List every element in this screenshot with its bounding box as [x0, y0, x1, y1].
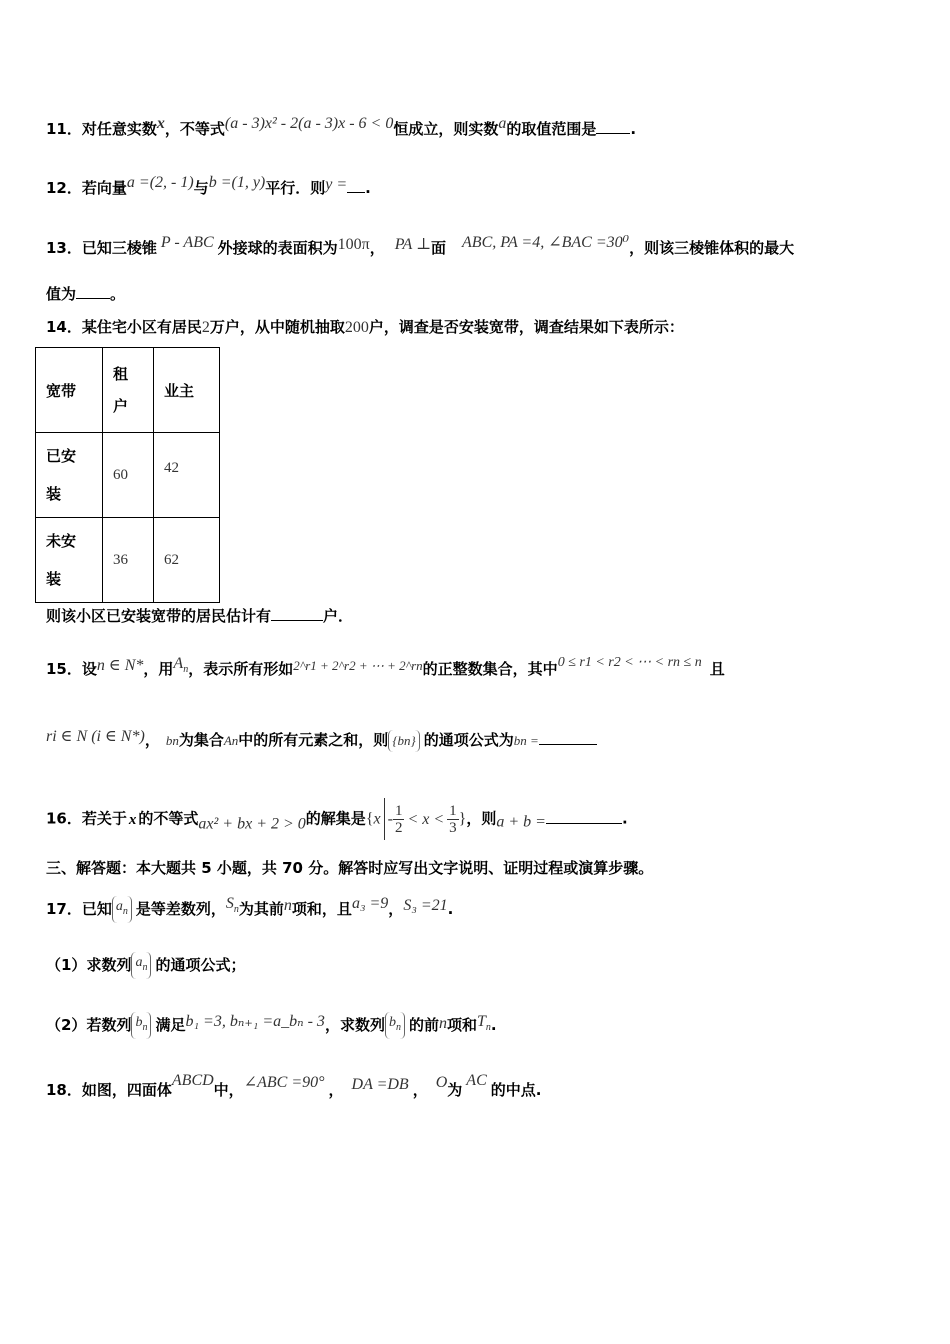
q18-number: 18．	[46, 1081, 82, 1099]
q17-part2-seq-b-2	[385, 1012, 405, 1039]
table-cell-not-installed-tenant: 36	[103, 518, 154, 603]
survey-table	[35, 347, 220, 603]
table-row-not-installed-label	[36, 518, 103, 603]
q18-text: ，	[412, 1081, 428, 1099]
q14-text: 万户，从中随机抽取	[209, 318, 345, 336]
q15-r-in-N: ri ∈ N (i ∈ N*)	[46, 728, 145, 745]
q17-S3: S₃ =21	[403, 897, 448, 914]
q13-perp: PA ⊥	[394, 236, 431, 253]
q13-answer-blank[interactable]	[76, 283, 110, 299]
q16-set-bar	[384, 798, 385, 840]
q16-f2-den: 3	[449, 819, 457, 836]
q18-text: ，	[328, 1081, 344, 1099]
q17-text: 项和，且	[291, 900, 352, 918]
q15-sum-form: 2^r1 + 2^r2 + ⋯ + 2^rn	[293, 658, 423, 673]
q11-text: 的取值范围是	[506, 120, 597, 138]
section-3-heading: 三、解答题：本大题共 5 小题，共 70 分。解答时应写出文字说明、证明过程或演算步骤。	[46, 859, 654, 877]
table-header-broadband: 宽带	[36, 348, 103, 433]
q17-text: ，	[388, 900, 404, 918]
q16-text: 的解集是	[305, 809, 366, 828]
q17-a: a	[115, 899, 123, 914]
q16-text: 的不等式	[138, 809, 199, 828]
q15-text: ，表示所有形如	[188, 660, 294, 678]
q17-p2-b2-sub: n	[395, 1022, 401, 1033]
table-cell-installed-tenant: 60	[103, 433, 154, 518]
q15-number: 15．	[46, 660, 82, 678]
q16-text: ，则	[466, 809, 497, 828]
q12-text: 与	[193, 179, 209, 197]
q16-set-x: x	[373, 810, 381, 828]
q17-S-n	[225, 895, 239, 915]
table-row-installed-label	[36, 433, 103, 518]
q17-part1-seq-a	[131, 952, 151, 979]
q17-text: 已知	[81, 900, 112, 918]
q17-number: 17．	[46, 900, 82, 918]
q15-text: 且	[709, 660, 725, 678]
q17-T: T	[476, 1013, 486, 1030]
q17-text: 求数列	[86, 956, 132, 974]
question-13-cont	[46, 283, 125, 305]
q15-text: 为集合	[178, 731, 224, 749]
q14-text: 户．	[323, 607, 354, 625]
question-14	[46, 316, 684, 339]
question-17	[46, 893, 453, 923]
q18-O: O	[435, 1074, 448, 1091]
q13-period: 。	[110, 285, 126, 303]
q12-vector-a: a =(2, - 1)	[126, 174, 194, 191]
q17-p2-b: b	[135, 1015, 143, 1030]
question-17-part-1	[46, 952, 245, 979]
q16-x: x	[128, 811, 137, 828]
q15-bn-eq: bn =	[513, 733, 539, 748]
question-14-answer	[46, 605, 353, 627]
q16-lbrace: {	[365, 810, 374, 828]
q11-number: 11．	[46, 120, 82, 138]
q17-period: .	[447, 900, 454, 918]
q17-p2-n: n	[438, 1015, 447, 1032]
q14-answer-blank[interactable]	[271, 605, 323, 621]
q17-p2-period: .	[490, 1016, 497, 1034]
question-18	[46, 1070, 541, 1101]
q17-p2-b2: b	[388, 1015, 396, 1030]
q18-text: 中，	[213, 1081, 244, 1099]
q16-mid: < x <	[407, 810, 445, 828]
q16-answer-blank[interactable]	[546, 808, 622, 824]
q16-fraction-2	[447, 803, 459, 836]
q15-text: ，	[144, 731, 160, 749]
q11-text: 恒成立，则实数	[393, 120, 499, 138]
q17-a-sub: n	[122, 906, 128, 917]
q16-f2-num: 1	[449, 802, 457, 819]
q17-part1-label: （1）	[46, 956, 87, 974]
q16-period: .	[621, 809, 628, 828]
q15-A-sub: n	[183, 664, 189, 675]
q17-a3: a₃ =9	[351, 895, 389, 912]
q17-p1-a-sub: n	[142, 962, 148, 973]
q18-tetrahedron: ABCD	[171, 1072, 214, 1089]
q15-n-in-N: n ∈ N*	[96, 657, 144, 674]
table-header-tenant	[103, 348, 154, 433]
q13-area: 100π	[337, 236, 370, 253]
q18-DA-DB: DA =DB	[351, 1076, 409, 1093]
q17-part2-seq-b	[131, 1012, 151, 1039]
q17-recurrence: b₁ =3, bₙ₊₁ =a_bₙ - 3	[185, 1013, 325, 1030]
q13-text: 已知三棱锥	[81, 239, 157, 257]
q17-n: n	[283, 897, 292, 914]
q17-text: 为其前	[238, 900, 284, 918]
q17-p2-b-sub: n	[142, 1022, 148, 1033]
q11-answer-blank[interactable]	[596, 118, 630, 134]
question-13	[46, 232, 794, 259]
q16-minus: -	[387, 810, 393, 828]
q14-households: 2	[201, 319, 210, 336]
q14-sample: 200	[344, 319, 369, 336]
question-16	[46, 798, 628, 840]
q12-y: y =	[325, 176, 348, 193]
q13-text: ，	[369, 239, 385, 257]
q17-text: 是等差数列，	[135, 900, 226, 918]
q14-text: 户，调查是否安装宽带，调查结果如下表所示：	[368, 318, 684, 336]
q14-text: 则该小区已安装宽带的居民估计有	[46, 607, 272, 625]
question-12	[46, 172, 371, 199]
q15-seq-b: {bn}	[388, 730, 419, 752]
q15-text: 设	[81, 660, 97, 678]
q15-text: 中的所有元素之和，则	[238, 731, 389, 749]
q13-text: ，则该三棱锥体积的最大	[629, 239, 795, 257]
q15-answer-blank[interactable]	[539, 729, 597, 745]
q15-b-n: bn	[165, 733, 179, 748]
q15-text: ，用	[143, 660, 174, 678]
q13-text: 外接球的表面积为	[217, 239, 338, 257]
q12-number: 12．	[46, 179, 82, 197]
table-header-owner: 业主	[154, 348, 220, 433]
q17-part2-label: （2）	[46, 1016, 87, 1034]
question-11	[46, 113, 636, 140]
q15-A-n: An	[223, 733, 239, 748]
q16-fraction-1	[393, 803, 405, 836]
q12-period: .	[365, 179, 371, 197]
q16-number: 16．	[46, 809, 82, 828]
q15-text: 的正整数集合，其中	[422, 660, 558, 678]
question-15-cont	[46, 726, 597, 752]
q13-tetrahedron: P - ABC	[160, 234, 214, 251]
q17-S: S	[225, 895, 234, 912]
q11-var-a: a	[498, 115, 507, 132]
q17-text: 项和	[446, 1016, 477, 1034]
table-cell-not-installed-owner: 62	[154, 518, 220, 603]
q18-text: 的中点.	[490, 1081, 542, 1099]
q13-text: 值为	[46, 285, 77, 303]
q11-text: 对任意实数	[81, 120, 157, 138]
q16-inequality: ax² + bx + 2 > 0	[198, 815, 306, 833]
q11-period: .	[630, 120, 637, 138]
not-installed-label: 未安装	[46, 532, 77, 588]
q14-text: 某住宅小区有居民	[81, 318, 202, 336]
q18-AC: AC	[466, 1072, 487, 1089]
q11-var-x: x	[156, 115, 165, 132]
q11-inequality: (a - 3)x² - 2(a - 3)x - 6 < 0	[224, 115, 394, 132]
q17-T-sub: n	[485, 1022, 491, 1033]
q17-text: 的前	[408, 1016, 439, 1034]
q16-text: 若关于	[81, 809, 127, 828]
q14-number: 14．	[46, 318, 82, 336]
table-cell-installed-owner: 42	[154, 433, 220, 518]
q12-text: 平行．则	[265, 179, 326, 197]
q18-text: 如图，四面体	[81, 1081, 172, 1099]
q12-vector-b: b =(1, y)	[208, 174, 266, 191]
q16-a-plus-b: a + b =	[496, 813, 546, 831]
q13-text: 面	[431, 239, 447, 257]
q13-number: 13．	[46, 239, 82, 257]
q12-text: 若向量	[81, 179, 127, 197]
q11-text: ，不等式	[164, 120, 225, 138]
tenant-label: 租户	[113, 365, 129, 415]
q17-text: ，求数列	[324, 1016, 385, 1034]
q16-solution-set	[366, 798, 467, 840]
q17-seq-a	[112, 896, 132, 923]
q15-A: A	[173, 655, 184, 672]
q17-p1-a: a	[135, 955, 143, 970]
q16-f1-num: 1	[394, 802, 403, 819]
q18-text: 为	[447, 1081, 463, 1099]
q17-S-sub: n	[233, 904, 239, 915]
q15-text: 的通项公式为	[423, 731, 514, 749]
q18-right-angle: ∠ABC =90°	[243, 1074, 325, 1091]
q17-text: 满足	[155, 1016, 186, 1034]
q15-r-order: 0 ≤ r1 < r2 < ⋯ < rn ≤ n	[557, 655, 702, 670]
q12-answer-blank[interactable]	[347, 177, 365, 193]
q16-f1-den: 2	[394, 819, 403, 836]
question-15	[46, 652, 725, 681]
q17-text: 若数列	[86, 1016, 132, 1034]
question-17-part-2	[46, 1011, 497, 1039]
q13-conditions: ABC, PA =4, ∠BAC =30⁰	[462, 234, 630, 251]
q17-T-n	[476, 1013, 491, 1033]
installed-label: 已安装	[46, 447, 77, 503]
q16-rbrace: }	[458, 810, 467, 828]
q17-text: 的通项公式；	[155, 956, 246, 974]
q15-set-A	[173, 655, 189, 675]
